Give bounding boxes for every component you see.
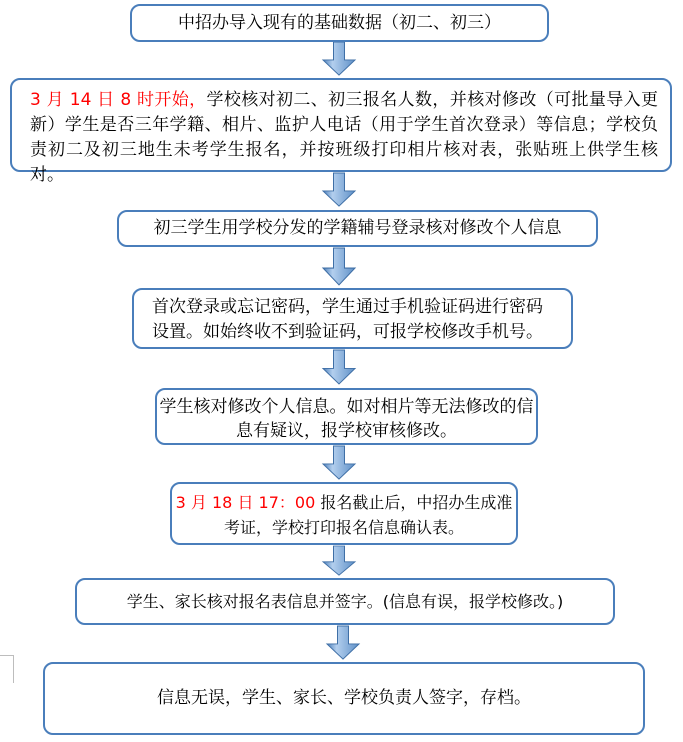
down-arrow-6 [323, 546, 355, 575]
flow-step-6 [170, 482, 518, 545]
down-arrow-2 [323, 173, 355, 206]
flow-step-6-deadline: 3 月 18 日 17：00 [175, 493, 321, 512]
page-anchor-artifact [0, 655, 14, 683]
flow-step-1-text: 中招办导入现有的基础数据（初二、初三） [178, 12, 501, 33]
flow-step-3-text: 初三学生用学校分发的学籍辅号登录核对修改个人信息 [153, 218, 562, 238]
flow-step-8 [43, 662, 645, 735]
flow-step-2-date: 3 月 14 日 8 时开始， [30, 90, 207, 110]
flow-step-4 [132, 288, 573, 349]
down-arrow-1 [323, 42, 355, 75]
down-arrow-7 [327, 626, 359, 659]
flow-step-4-text: 首次登录或忘记密码，学生通过手机验证码进行密码设置。如始终收不到验证码，可报学校修改手机号。 [152, 297, 543, 342]
down-arrow-5 [323, 446, 355, 479]
down-arrow-3 [323, 248, 355, 285]
flow-step-7 [75, 578, 615, 625]
flow-step-8-text: 信息无误，学生、家长、学校负责人签字，存档。 [157, 688, 531, 708]
flow-step-5 [155, 388, 538, 445]
flow-step-5-text: 学生核对修改个人信息。如对相片等无法修改的信息有疑议，报学校审核修改。 [159, 397, 534, 441]
flow-step-7-text: 学生、家长核对报名表信息并签字。(信息有误，报学校修改。) [126, 592, 564, 611]
flow-step-3 [117, 210, 598, 247]
flow-step-6-text: 报名截止后，中招办生成准考证，学校打印报名信息确认表。 [223, 493, 513, 537]
flow-step-1 [130, 4, 549, 42]
flow-step-2-text: 学校核对初二、初三报名人数，并核对修改（可批量导入更新）学生是否三年学籍、相片、监护人电话（用于学生首次登录）等信息；学校负责初二及初三地生未考学生报名，并按班级打印相片核对表，张贴班上供学生核对。 [30, 90, 658, 185]
flow-step-2 [10, 78, 672, 185]
down-arrow-4 [323, 350, 355, 384]
